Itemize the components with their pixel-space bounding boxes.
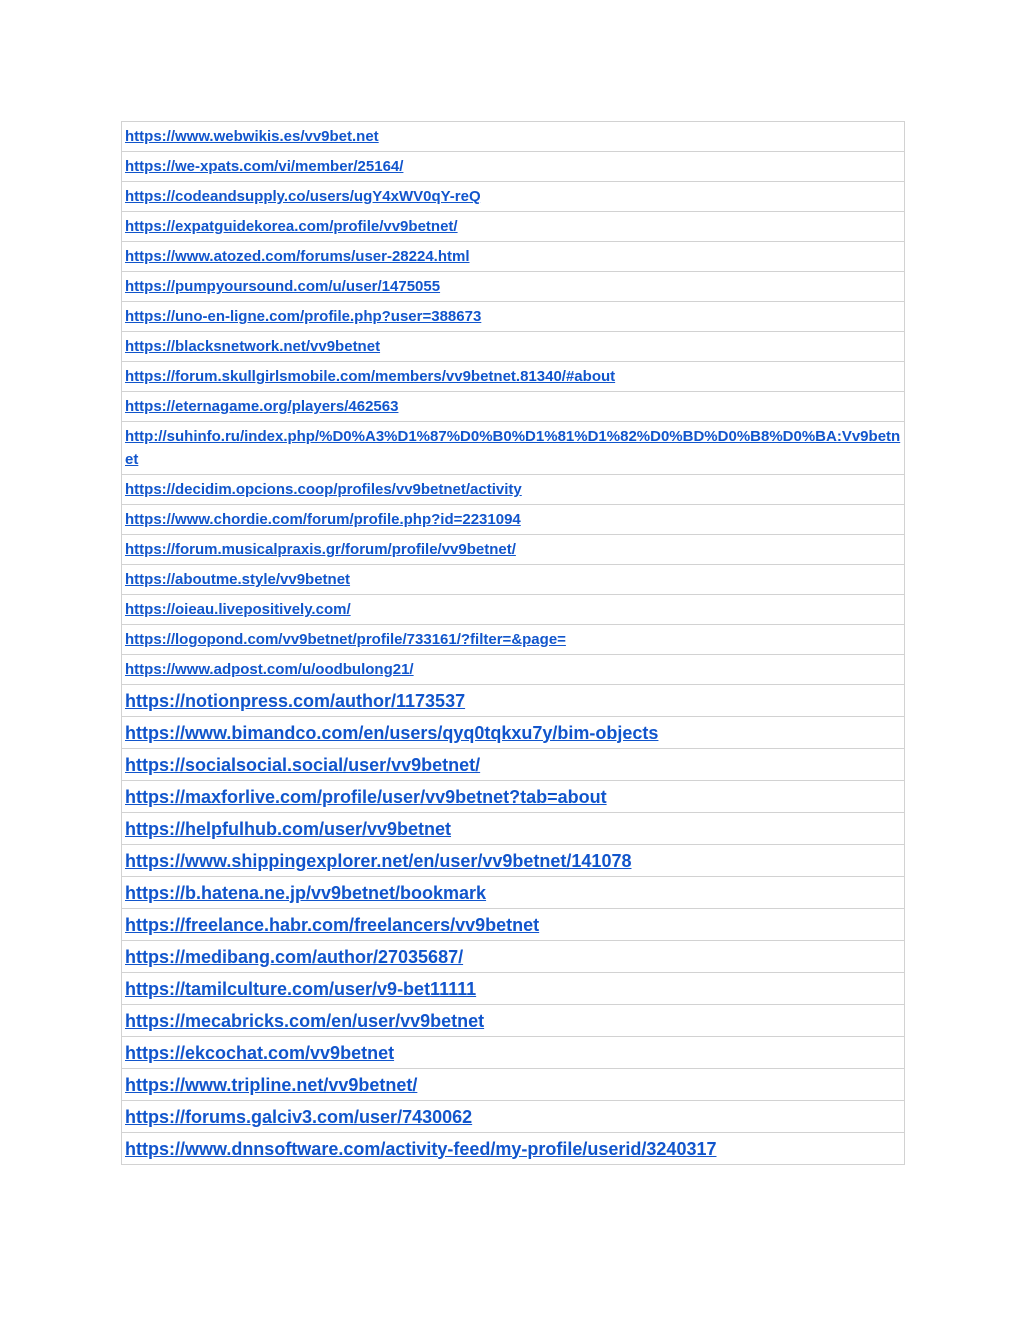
link[interactable]: https://maxforlive.com/profile/user/vv9betnet?tab=about	[125, 786, 607, 807]
table-row	[122, 1037, 905, 1069]
table-cell	[122, 877, 905, 909]
table-cell	[122, 781, 905, 813]
link[interactable]: https://socialsocial.social/user/vv9betnet/	[125, 754, 481, 775]
table-cell	[122, 212, 905, 242]
table-cell	[122, 272, 905, 302]
table-row	[122, 717, 905, 749]
table-row	[122, 152, 905, 182]
table-row	[122, 272, 905, 302]
link[interactable]: https://www.dnnsoftware.com/activity-feed/my-profile/userid/3240317	[125, 1138, 717, 1159]
table-row	[122, 505, 905, 535]
link[interactable]: https://codeandsupply.co/users/ugY4xWV0qY-reQ	[125, 188, 481, 205]
table-row	[122, 941, 905, 973]
link[interactable]: https://aboutme.style/vv9betnet	[125, 571, 351, 588]
link[interactable]: https://uno-en-ligne.com/profile.php?user=388673	[125, 308, 482, 325]
table-cell	[122, 152, 905, 182]
table-cell	[122, 535, 905, 565]
table-cell	[122, 717, 905, 749]
link[interactable]: https://notionpress.com/author/1173537	[125, 690, 466, 711]
table-row	[122, 625, 905, 655]
table-cell	[122, 122, 905, 152]
table-row	[122, 1005, 905, 1037]
link[interactable]: https://medibang.com/author/27035687/	[125, 946, 464, 967]
link[interactable]: https://www.atozed.com/forums/user-28224.html	[125, 248, 470, 265]
link[interactable]: https://tamilculture.com/user/v9-bet11111	[125, 978, 477, 999]
table-row	[122, 1133, 905, 1165]
table-cell	[122, 422, 905, 475]
table-cell	[122, 909, 905, 941]
link[interactable]: http://suhinfo.ru/index.php/%D0%A3%D1%87%D0%B0%D1%81%D1%82%D0%BD%D0%B8%D0%BA:Vv9betnet	[125, 428, 901, 468]
link[interactable]: https://forums.galciv3.com/user/7430062	[125, 1106, 473, 1127]
table-cell	[122, 302, 905, 332]
link[interactable]: https://decidim.opcions.coop/profiles/vv9betnet/activity	[125, 481, 522, 498]
link[interactable]: https://forum.musicalpraxis.gr/forum/profile/vv9betnet/	[125, 541, 516, 558]
table-row	[122, 565, 905, 595]
table-row	[122, 212, 905, 242]
links-table	[121, 121, 905, 1165]
link[interactable]: https://pumpyoursound.com/u/user/1475055	[125, 278, 441, 295]
table-cell	[122, 1037, 905, 1069]
table-cell	[122, 941, 905, 973]
table-row	[122, 422, 905, 475]
table-cell	[122, 813, 905, 845]
link[interactable]: https://oieau.livepositively.com/	[125, 601, 351, 618]
link[interactable]: https://ekcochat.com/vv9betnet	[125, 1042, 395, 1063]
link[interactable]: https://www.adpost.com/u/oodbulong21/	[125, 661, 414, 678]
link[interactable]: https://forum.skullgirlsmobile.com/members/vv9betnet.81340/#about	[125, 368, 616, 385]
table-cell	[122, 505, 905, 535]
table-row	[122, 1101, 905, 1133]
table-row	[122, 1069, 905, 1101]
table-row	[122, 332, 905, 362]
link[interactable]: https://www.chordie.com/forum/profile.php?id=2231094	[125, 511, 521, 528]
table-row	[122, 535, 905, 565]
table-cell	[122, 1101, 905, 1133]
link[interactable]: https://www.tripline.net/vv9betnet/	[125, 1074, 418, 1095]
table-row	[122, 749, 905, 781]
link[interactable]: https://mecabricks.com/en/user/vv9betnet	[125, 1010, 485, 1031]
link[interactable]: https://we-xpats.com/vi/member/25164/	[125, 158, 404, 175]
table-cell	[122, 655, 905, 685]
table-row	[122, 392, 905, 422]
table-cell	[122, 332, 905, 362]
table-row	[122, 781, 905, 813]
table-cell	[122, 1005, 905, 1037]
link[interactable]: https://eternagame.org/players/462563	[125, 398, 399, 415]
table-cell	[122, 392, 905, 422]
table-cell	[122, 685, 905, 717]
table-row	[122, 182, 905, 212]
link[interactable]: https://www.webwikis.es/vv9bet.net	[125, 128, 379, 145]
table-row	[122, 877, 905, 909]
table-cell	[122, 845, 905, 877]
link[interactable]: https://logopond.com/vv9betnet/profile/733161/?filter=&page=	[125, 631, 566, 648]
table-row	[122, 595, 905, 625]
table-cell	[122, 1133, 905, 1165]
table-row	[122, 909, 905, 941]
table-row	[122, 122, 905, 152]
table-row	[122, 655, 905, 685]
table-row	[122, 475, 905, 505]
table-cell	[122, 242, 905, 272]
table-row	[122, 813, 905, 845]
link[interactable]: https://b.hatena.ne.jp/vv9betnet/bookmark	[125, 882, 487, 903]
table-cell	[122, 595, 905, 625]
table-cell	[122, 362, 905, 392]
table-cell	[122, 565, 905, 595]
table-row	[122, 302, 905, 332]
link[interactable]: https://blacksnetwork.net/vv9betnet	[125, 338, 381, 355]
table-row	[122, 973, 905, 1005]
table-row	[122, 845, 905, 877]
table-cell	[122, 625, 905, 655]
table-row	[122, 362, 905, 392]
link[interactable]: https://helpfulhub.com/user/vv9betnet	[125, 818, 452, 839]
table-cell	[122, 1069, 905, 1101]
table-cell	[122, 475, 905, 505]
link[interactable]: https://www.bimandco.com/en/users/qyq0tqkxu7y/bim-objects	[125, 722, 659, 743]
link[interactable]: https://freelance.habr.com/freelancers/vv9betnet	[125, 914, 540, 935]
table-cell	[122, 182, 905, 212]
table-row	[122, 242, 905, 272]
link[interactable]: https://expatguidekorea.com/profile/vv9betnet/	[125, 218, 458, 235]
table-cell	[122, 749, 905, 781]
link[interactable]: https://www.shippingexplorer.net/en/user/vv9betnet/141078	[125, 850, 632, 871]
table-row	[122, 685, 905, 717]
table-cell	[122, 973, 905, 1005]
